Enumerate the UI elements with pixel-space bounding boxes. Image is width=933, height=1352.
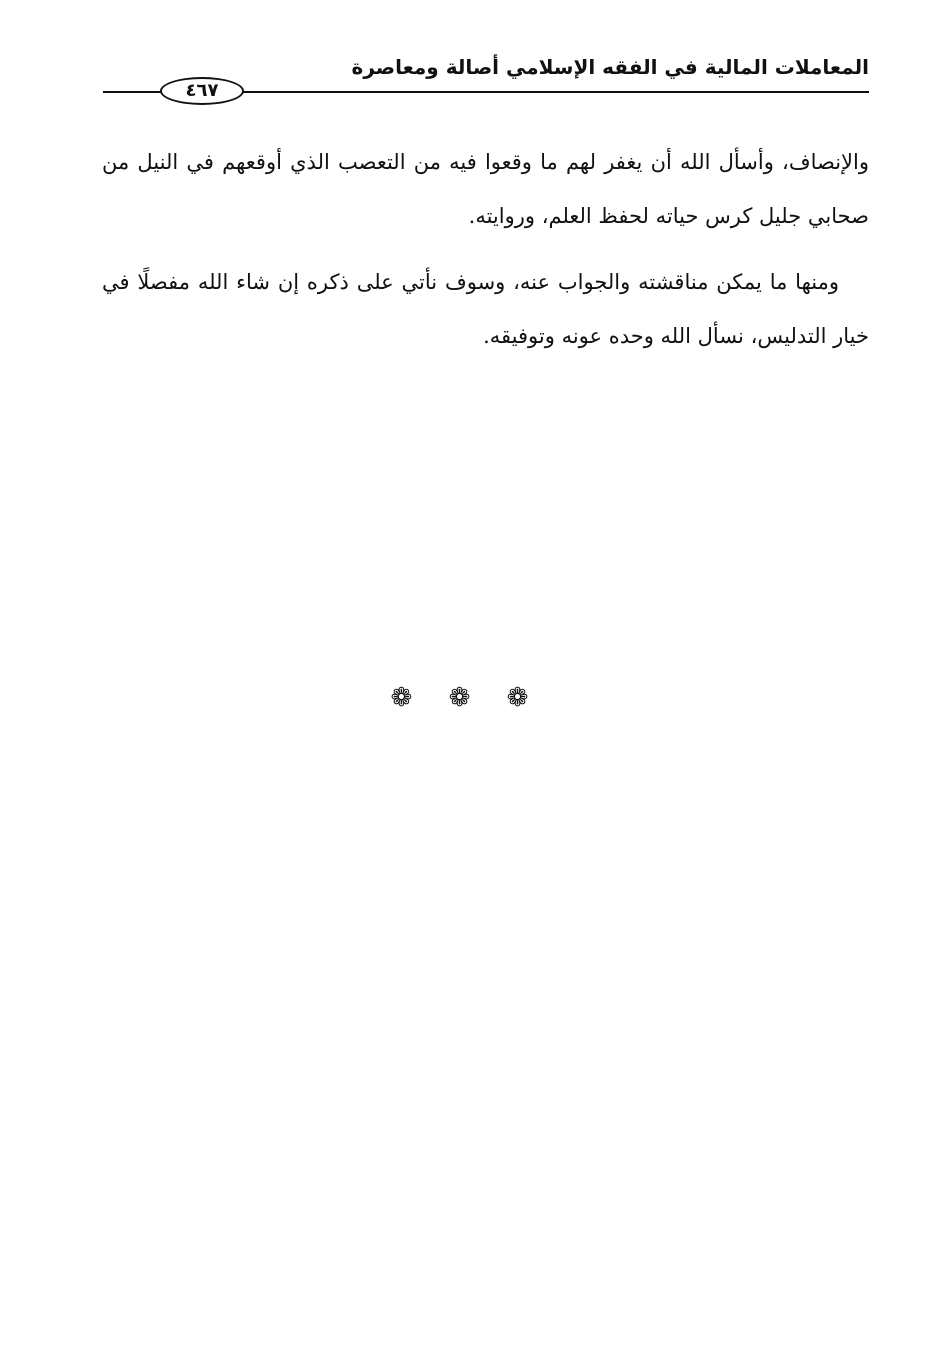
section-end-ornament: ❁ ❁ ❁ [390, 683, 543, 713]
body-text [102, 135, 869, 375]
paragraph-1: والإنصاف، وأسأل الله أن يغفر لهم ما وقعوا فيه من التعصب الذي أوقعهم في النيل من صحابي جليل كرس حياته لحفظ العلم، وروايته. [102, 150, 869, 228]
page-number: ٤٦٧ [160, 77, 244, 105]
running-header-title: المعاملات المالية في الفقه الإسلامي أصالة ومعاصرة [351, 55, 869, 79]
paragraph-2: ومنها ما يمكن مناقشته والجواب عنه، وسوف نأتي على ذكره إن شاء الله مفصلًا في خيار التدليس، نسأل الله وحده عونه وتوفيقه. [102, 270, 869, 348]
